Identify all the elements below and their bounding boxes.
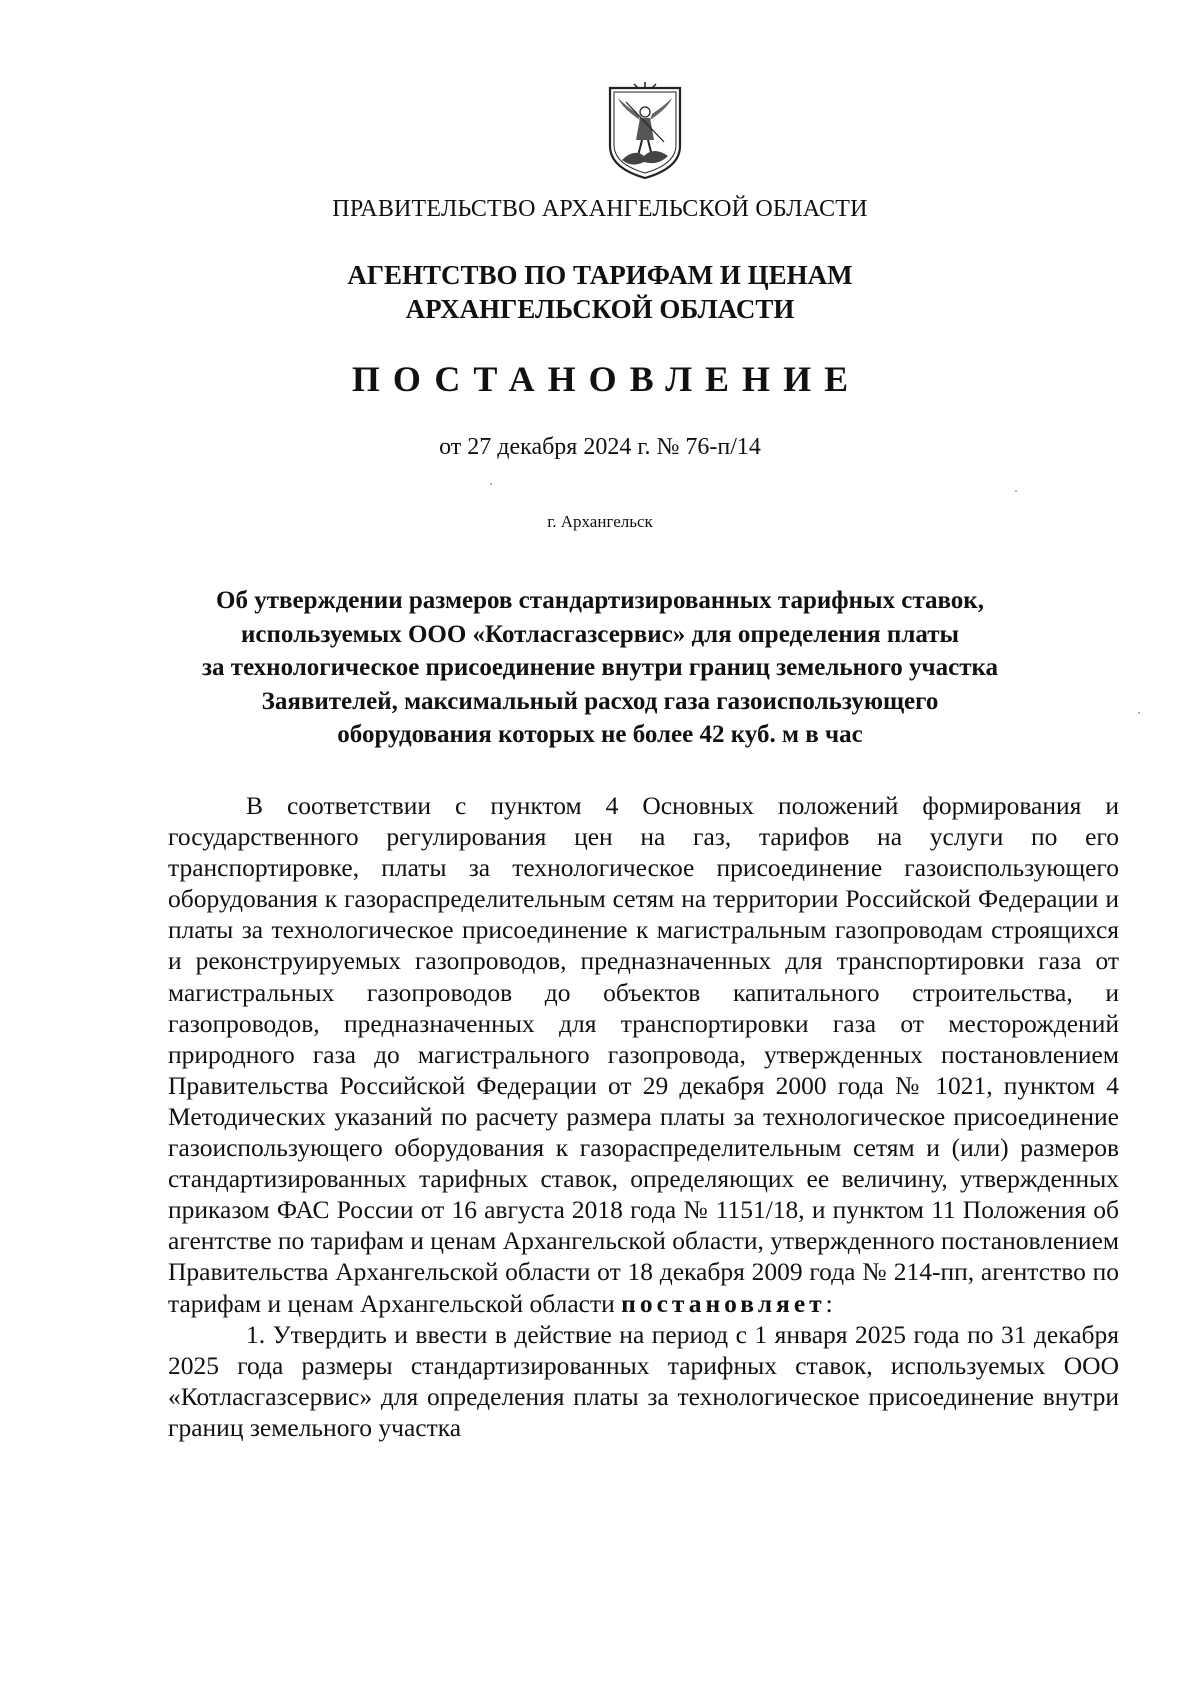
document-date-number: от 27 декабря 2024 г. № 76-п/14 [439,434,761,460]
decree-colon: : [825,1288,833,1318]
document-body [168,790,1119,1443]
scan-speck [1015,490,1017,492]
scan-speck [490,483,492,485]
government-name: ПРАВИТЕЛЬСТВО АРХАНГЕЛЬСКОЙ ОБЛАСТИ [332,196,868,222]
preamble-text: В соответствии с пунктом 4 Основных положений формирования и государственного регулирования цен на газ, тарифов на услуги по его транспортировке, платы за технологическое присоединение газоиспользующего оборудования к газораспределительным сетям на территории Российской Федерации и платы за технологическое присоединение к магистральным газопроводам строящихся и реконструируемых газопроводов, предназначенных для транспортировки газа от магистральных газопроводов до объектов капитального строительства, и газопроводов, предназначенных для транспортировки газа от месторождений природного газа до магистрального газопровода, утвержденных постановлением Правительства Российской Федерации от 29 декабря 2000 года № 1021, пунктом 4 Методических указаний по расчету размера платы за технологическое присоединение газоиспользующего оборудования к газораспределительным сетям и (или) размеров стандартизированных тарифных ставок, определяющих ее величину, утвержденных приказом ФАС России от 16 августа 2018 года № 1151/18, и пунктом 11 Положения об агентстве по тарифам и ценам Архангельской области, утвержденного постановлением Правительства Архангельской области от 18 декабря 2009 года № 214-пп, агентство по тарифам и ценам Архангельской области [168,791,1119,1318]
agency-name [0,258,1200,326]
document-title-line-5: оборудования которых не более 42 куб. м в час [337,721,863,749]
document-title [160,584,1040,752]
scan-speck [1138,712,1140,714]
preamble-paragraph [168,790,1119,1319]
document-type-heading: ПОСТАНОВЛЕНИЕ [351,359,862,399]
coat-of-arms-emblem [604,82,686,182]
decree-word: постановляет [621,1288,826,1318]
item-1-paragraph: 1. Утвердить и ввести в действие на период с 1 января 2025 года по 31 декабря 2025 года размеры стандартизированных тарифных ставок, используемых ООО «Котласгазсервис» для определения платы за технологическое присоединение внутри границ земельного участка [168,1319,1119,1442]
document-title-line-1: Об утверждении размеров стандартизированных тарифных ставок, [216,587,984,614]
document-title-line-3: за технологическое присоединение внутри границ земельного участка [202,654,998,682]
document-title-line-4: Заявителей, максимальный расход газа газоиспользующего [261,687,939,715]
document-title-line-2: используемых ООО «Котласгазсервис» для определения платы [241,620,959,648]
agency-name-line-1: АГЕНТСТВО ПО ТАРИФАМ И ЦЕНАМ [347,260,853,290]
document-city: г. Архангельск [547,512,653,531]
agency-name-line-2: АРХАНГЕЛЬСКОЙ ОБЛАСТИ [405,294,795,324]
